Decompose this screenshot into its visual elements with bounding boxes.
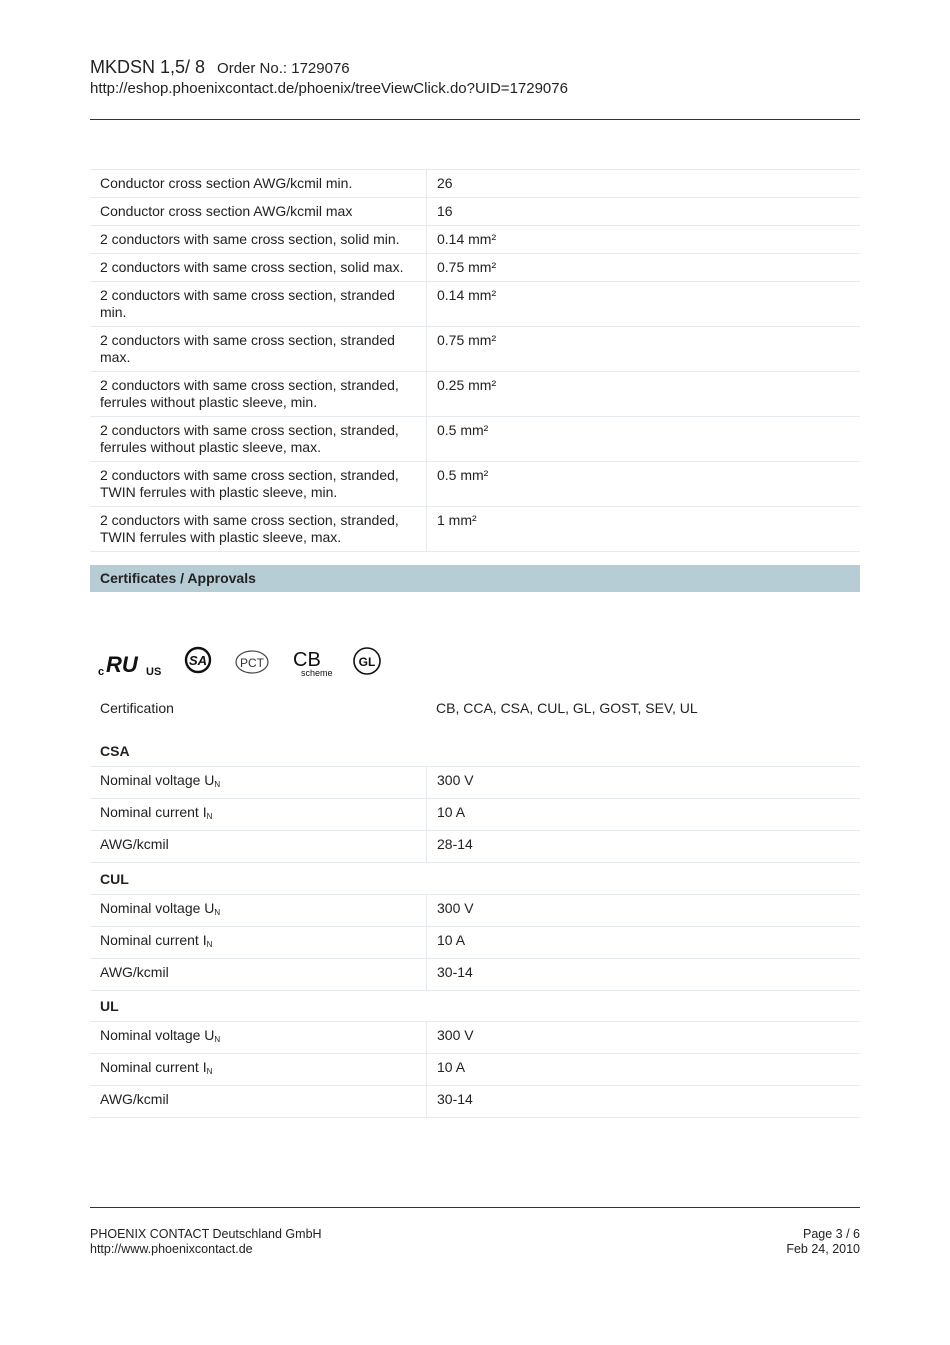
cb-scheme-text: scheme [301, 668, 333, 678]
gost-pct-logo-icon [234, 648, 270, 676]
document-date: Feb 24, 2010 [786, 1242, 860, 1256]
table-row [90, 927, 860, 959]
spec-value: 26 [427, 170, 861, 198]
footer-left [90, 1227, 322, 1257]
spec-value: 0.25 mm² [427, 372, 861, 417]
spec-value: 10 A [427, 927, 861, 959]
table-row [90, 372, 860, 417]
table-row [90, 282, 860, 327]
table-row [90, 895, 860, 927]
spec-key: Nominal voltage $U_N$ [90, 895, 427, 927]
spec-key: Nominal voltage $U_N$ [90, 767, 427, 799]
spec-key: 2 conductors with same cross section, solid min. [90, 226, 427, 254]
cb-scheme-logo-icon [291, 646, 333, 678]
spec-value: 10 A [427, 799, 861, 831]
cul-table-container [90, 894, 860, 991]
spec-value: 0.5 mm² [427, 462, 861, 507]
section-title: Certificates / Approvals [100, 570, 256, 586]
certification-label: Certification [100, 700, 174, 716]
spec-table [90, 169, 860, 552]
table-row [90, 831, 860, 863]
table-row [90, 417, 860, 462]
table-row [90, 767, 860, 799]
spec-value: 1 mm² [427, 507, 861, 552]
table-row [90, 170, 860, 198]
gost-text: PCT [240, 656, 264, 670]
table-row [90, 327, 860, 372]
spec-key: Conductor cross section AWG/kcmil min. [90, 170, 427, 198]
spec-value: 10 A [427, 1054, 861, 1086]
spec-value: 16 [427, 198, 861, 226]
table-row [90, 959, 860, 991]
spec-key: AWG/kcmil [90, 831, 427, 863]
spec-key: 2 conductors with same cross section, stranded, ferrules without plastic sleeve, min. [90, 372, 427, 417]
spec-value: 0.14 mm² [427, 282, 861, 327]
spec-key: Conductor cross section AWG/kcmil max [90, 198, 427, 226]
order-number: Order No.: 1729076 [217, 60, 350, 77]
cb-text: CB [293, 649, 321, 671]
spec-key: 2 conductors with same cross section, stranded, TWIN ferrules with plastic sleeve, max. [90, 507, 427, 552]
spec-value: 300 V [427, 767, 861, 799]
footer-divider [90, 1207, 860, 1208]
spec-table-container [90, 169, 860, 552]
table-row [90, 1086, 860, 1118]
spec-key: Nominal current $I_N$ [90, 927, 427, 959]
spec-key: 2 conductors with same cross section, stranded min. [90, 282, 427, 327]
table-row [90, 254, 860, 282]
spec-value: 0.14 mm² [427, 226, 861, 254]
document-title [90, 57, 350, 78]
cul-us-logo-icon [97, 648, 163, 678]
footer-right [786, 1227, 860, 1257]
table-row [90, 226, 860, 254]
cul-ru-text: RU [106, 652, 138, 677]
spec-value: 30-14 [427, 1086, 861, 1118]
spec-key: Nominal voltage $U_N$ [90, 1022, 427, 1054]
cul-c-text: c [98, 666, 105, 678]
spec-value: 300 V [427, 1022, 861, 1054]
csa-table-container [90, 766, 860, 863]
spec-key: Nominal current $I_N$ [90, 1054, 427, 1086]
spec-value: 30-14 [427, 959, 861, 991]
gl-logo-icon [352, 646, 382, 676]
group-title-ul: UL [100, 998, 119, 1014]
spec-value: 300 V [427, 895, 861, 927]
group-title-cul: CUL [100, 871, 129, 887]
company-website[interactable]: http://www.phoenixcontact.de [90, 1242, 253, 1256]
spec-value: 0.75 mm² [427, 254, 861, 282]
table-row [90, 507, 860, 552]
spec-key: 2 conductors with same cross section, stranded max. [90, 327, 427, 372]
group-title-csa: CSA [100, 743, 130, 759]
company-name: PHOENIX CONTACT Deutschland GmbH [90, 1227, 322, 1241]
spec-key: AWG/kcmil [90, 1086, 427, 1118]
product-url[interactable]: http://eshop.phoenixcontact.de/phoenix/treeViewClick.do?UID=1729076 [90, 80, 568, 97]
approval-logos [97, 644, 397, 680]
header-divider [90, 119, 860, 120]
spec-key: AWG/kcmil [90, 959, 427, 991]
csa-table [90, 766, 860, 863]
spec-key: 2 conductors with same cross section, stranded, ferrules without plastic sleeve, max. [90, 417, 427, 462]
table-row [90, 1054, 860, 1086]
table-row [90, 799, 860, 831]
gl-text: GL [358, 655, 376, 669]
spec-value: 28-14 [427, 831, 861, 863]
ul-table-container [90, 1021, 860, 1118]
certificates-section-header [90, 565, 860, 592]
csa-logo-icon [183, 645, 213, 675]
table-row [90, 1022, 860, 1054]
product-name: MKDSN 1,5/ 8 [90, 57, 206, 77]
spec-value: 0.75 mm² [427, 327, 861, 372]
cul-us-text: US [146, 666, 162, 678]
page-number: Page 3 / 6 [803, 1227, 860, 1241]
table-row [90, 462, 860, 507]
csa-text: SA [188, 653, 208, 668]
spec-key: Nominal current $I_N$ [90, 799, 427, 831]
ul-table [90, 1021, 860, 1118]
spec-key: 2 conductors with same cross section, solid max. [90, 254, 427, 282]
table-row [90, 198, 860, 226]
certification-value: CB, CCA, CSA, CUL, GL, GOST, SEV, UL [436, 700, 698, 716]
spec-key: 2 conductors with same cross section, stranded, TWIN ferrules with plastic sleeve, min. [90, 462, 427, 507]
cul-table [90, 894, 860, 991]
spec-value: 0.5 mm² [427, 417, 861, 462]
